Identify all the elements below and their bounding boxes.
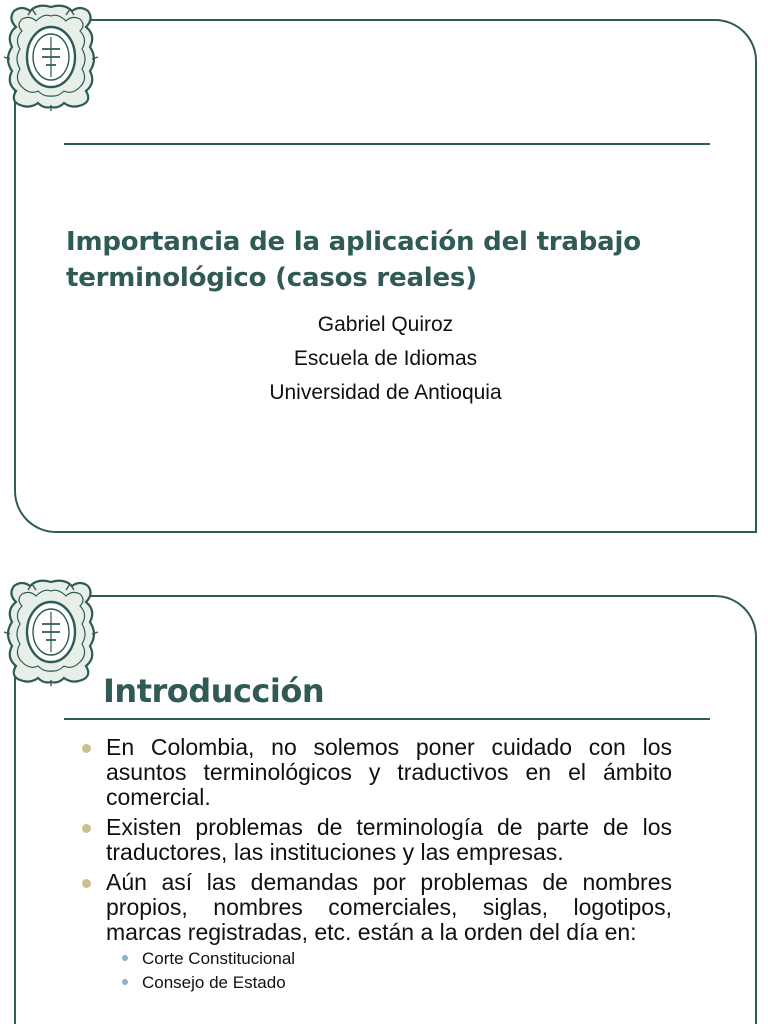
sub-list-item: [116, 971, 672, 995]
slide-title-heading: Introducción: [103, 672, 325, 710]
bullet-text: Existen problemas de terminología de parte de los traductores, las instituciones y las empresas.: [106, 814, 672, 865]
title-divider: [64, 718, 710, 720]
bullet-icon: [82, 824, 91, 833]
bullet-text: En Colombia, no solemos poner cuidado con los asuntos terminológicos y traductivos en el ámbito comercial.: [106, 734, 672, 810]
bullet-icon: [82, 744, 91, 753]
institution-name: Universidad de Antioquia: [269, 381, 502, 404]
university-seal-icon: [2, 1, 100, 111]
sub-bullet-icon: [122, 979, 128, 985]
author-name: Gabriel Quiroz: [317, 313, 454, 336]
sub-bullet-list: [106, 947, 672, 995]
sub-bullet-icon: [122, 955, 128, 961]
sub-list-item: [116, 947, 672, 971]
sub-bullet-text: Corte Constitucional: [142, 949, 296, 968]
university-seal-icon: [2, 576, 100, 686]
list-item: [80, 870, 672, 995]
list-item: [80, 735, 672, 810]
slide-introduction: [0, 575, 768, 1024]
sub-bullet-text: Consejo de Estado: [142, 973, 286, 992]
bullet-icon: [82, 879, 91, 888]
title-divider: [64, 143, 710, 145]
bullet-list: [80, 735, 672, 1000]
slide-title-heading: Importancia de la aplicación del trabajo terminológico (casos reales): [66, 227, 641, 293]
list-item: [80, 815, 672, 865]
bullet-text: Aún así las demandas por problemas de nombres propios, nombres comerciales, siglas, logotipos, marcas registradas, etc. están a la orden del día en:: [106, 869, 672, 945]
department-name: Escuela de Idiomas: [293, 347, 478, 370]
